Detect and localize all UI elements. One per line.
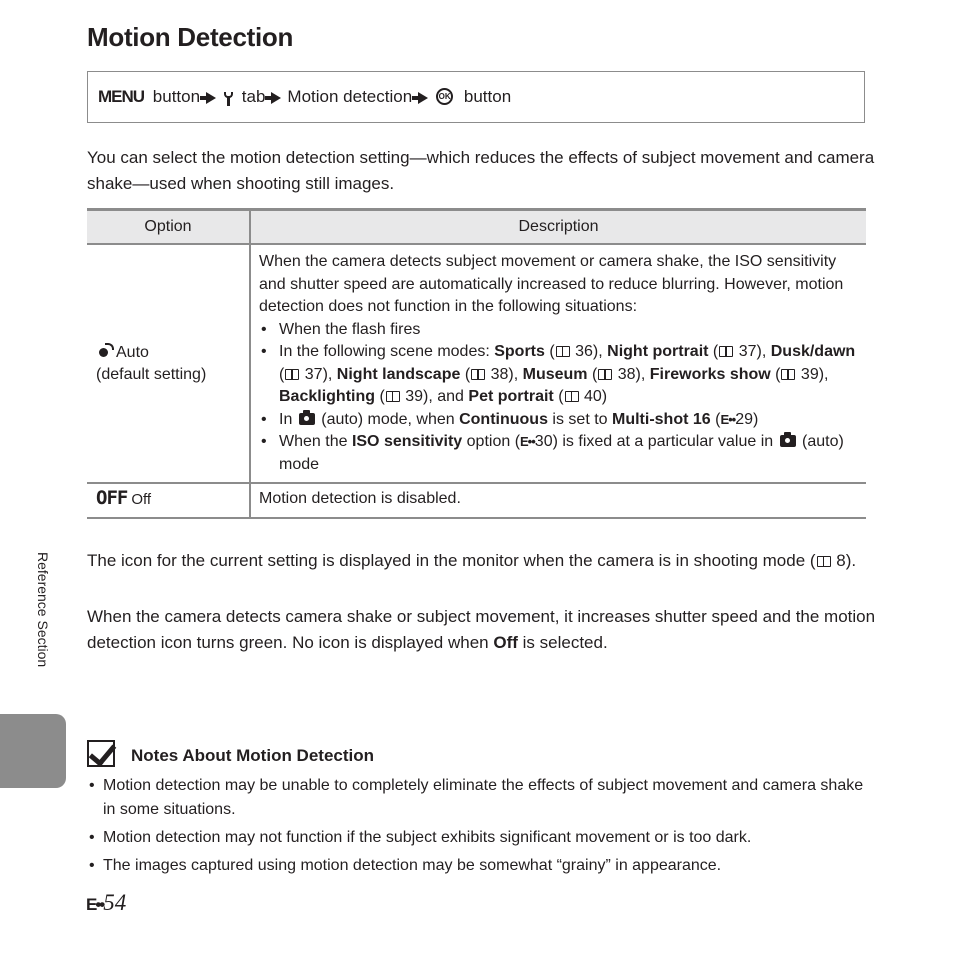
book-icon [556,346,570,357]
green-icon-paragraph: When the camera detects camera shake or subject movement, it increases shutter speed and the motion detection icon turns green. No icon is displayed when Off is selected. [87,607,876,652]
list-item: • When the ISO sensitivity option (E••30) is fixed at a particular value in (auto) mode [259,431,856,476]
table-header-row [87,210,866,245]
nav-button-word: button [148,87,201,106]
intro-paragraph: You can select the motion detection setting—which reduces the effects of subject movement and camera shake—used when shooting still images. [87,148,875,193]
option-auto-label: Auto [116,344,149,361]
list-item: • In the following scene modes: Sports ( 36), Night portrait ( 37), Dusk/dawn ( 37), Night landscape ( 38), Museum ( 38), Fireworks show ( 39), Backlighting ( 39), and Pet portrait ( 40) [259,341,856,409]
ok-button-icon: OK [436,88,453,105]
motion-detection-icon [96,343,112,359]
notes-list [87,774,867,882]
reference-section-icon: E•• [520,434,535,449]
book-icon [817,556,831,567]
menu-button-icon: MENU [98,87,145,106]
option-cell-off [87,483,250,518]
off-icon: OFF [96,487,128,510]
nav-motion-detection: Motion detection [287,87,413,106]
column-header-description: Description [250,210,866,245]
book-icon [719,346,733,357]
option-off-label: Off [131,491,152,509]
table-row-off [87,483,866,518]
wrench-icon [224,92,233,106]
notes-check-icon [87,740,115,767]
list-item: • Motion detection may be unable to completely eliminate the effects of subject movement and camera shake in some situations. [87,774,867,822]
table-row-auto [87,244,866,483]
list-item: • The images captured using motion detection may be somewhat “grainy” in appearance. [87,854,867,878]
nav-button-word-2: button [459,87,512,106]
list-item: • When the flash fires [259,319,856,342]
situation-list [259,319,856,477]
book-icon [781,369,795,380]
option-auto-default: (default setting) [96,366,207,383]
arrow-right-icon [206,92,216,104]
column-header-option: Option [87,210,250,245]
camera-icon [299,413,315,425]
option-cell-auto [87,244,250,483]
reference-section-icon: E•• [720,411,736,427]
page-number: E••54 [86,890,127,915]
book-icon [285,369,299,380]
description-lead: When the camera detects subject movement or camera shake, the ISO sensitivity and shutter speed are automatically increased to reduce blurring. However, motion detection does not function in the following situations: [259,253,844,315]
side-section-label: Reference Section [35,552,51,668]
book-icon [471,369,485,380]
icon-display-paragraph: The icon for the current setting is displayed in the monitor when the camera is in shooting mode ( 8). [87,551,857,570]
book-icon [598,369,612,380]
notes-title: Notes About Motion Detection [131,746,375,765]
description-off: Motion detection is disabled. [259,490,461,507]
nav-tab-word: tab [237,87,266,106]
book-icon [386,391,400,402]
options-table [87,208,866,519]
camera-icon [780,435,796,447]
description-cell-off [250,483,866,518]
reference-section-icon: E [86,895,96,914]
reference-dots-icon: •• [95,895,104,914]
list-item: • Motion detection may not function if the subject exhibits significant movement or is too dark. [87,826,867,850]
arrow-right-icon [271,92,281,104]
page-title: Motion Detection [87,22,294,52]
navigation-path [87,71,865,123]
list-item: • In (auto) mode, when Continuous is set to Multi-shot 16 (E••29) [259,409,856,432]
description-cell-auto [250,244,866,483]
section-thumb-tab [0,714,66,788]
arrow-right-icon [418,92,428,104]
book-icon [565,391,579,402]
